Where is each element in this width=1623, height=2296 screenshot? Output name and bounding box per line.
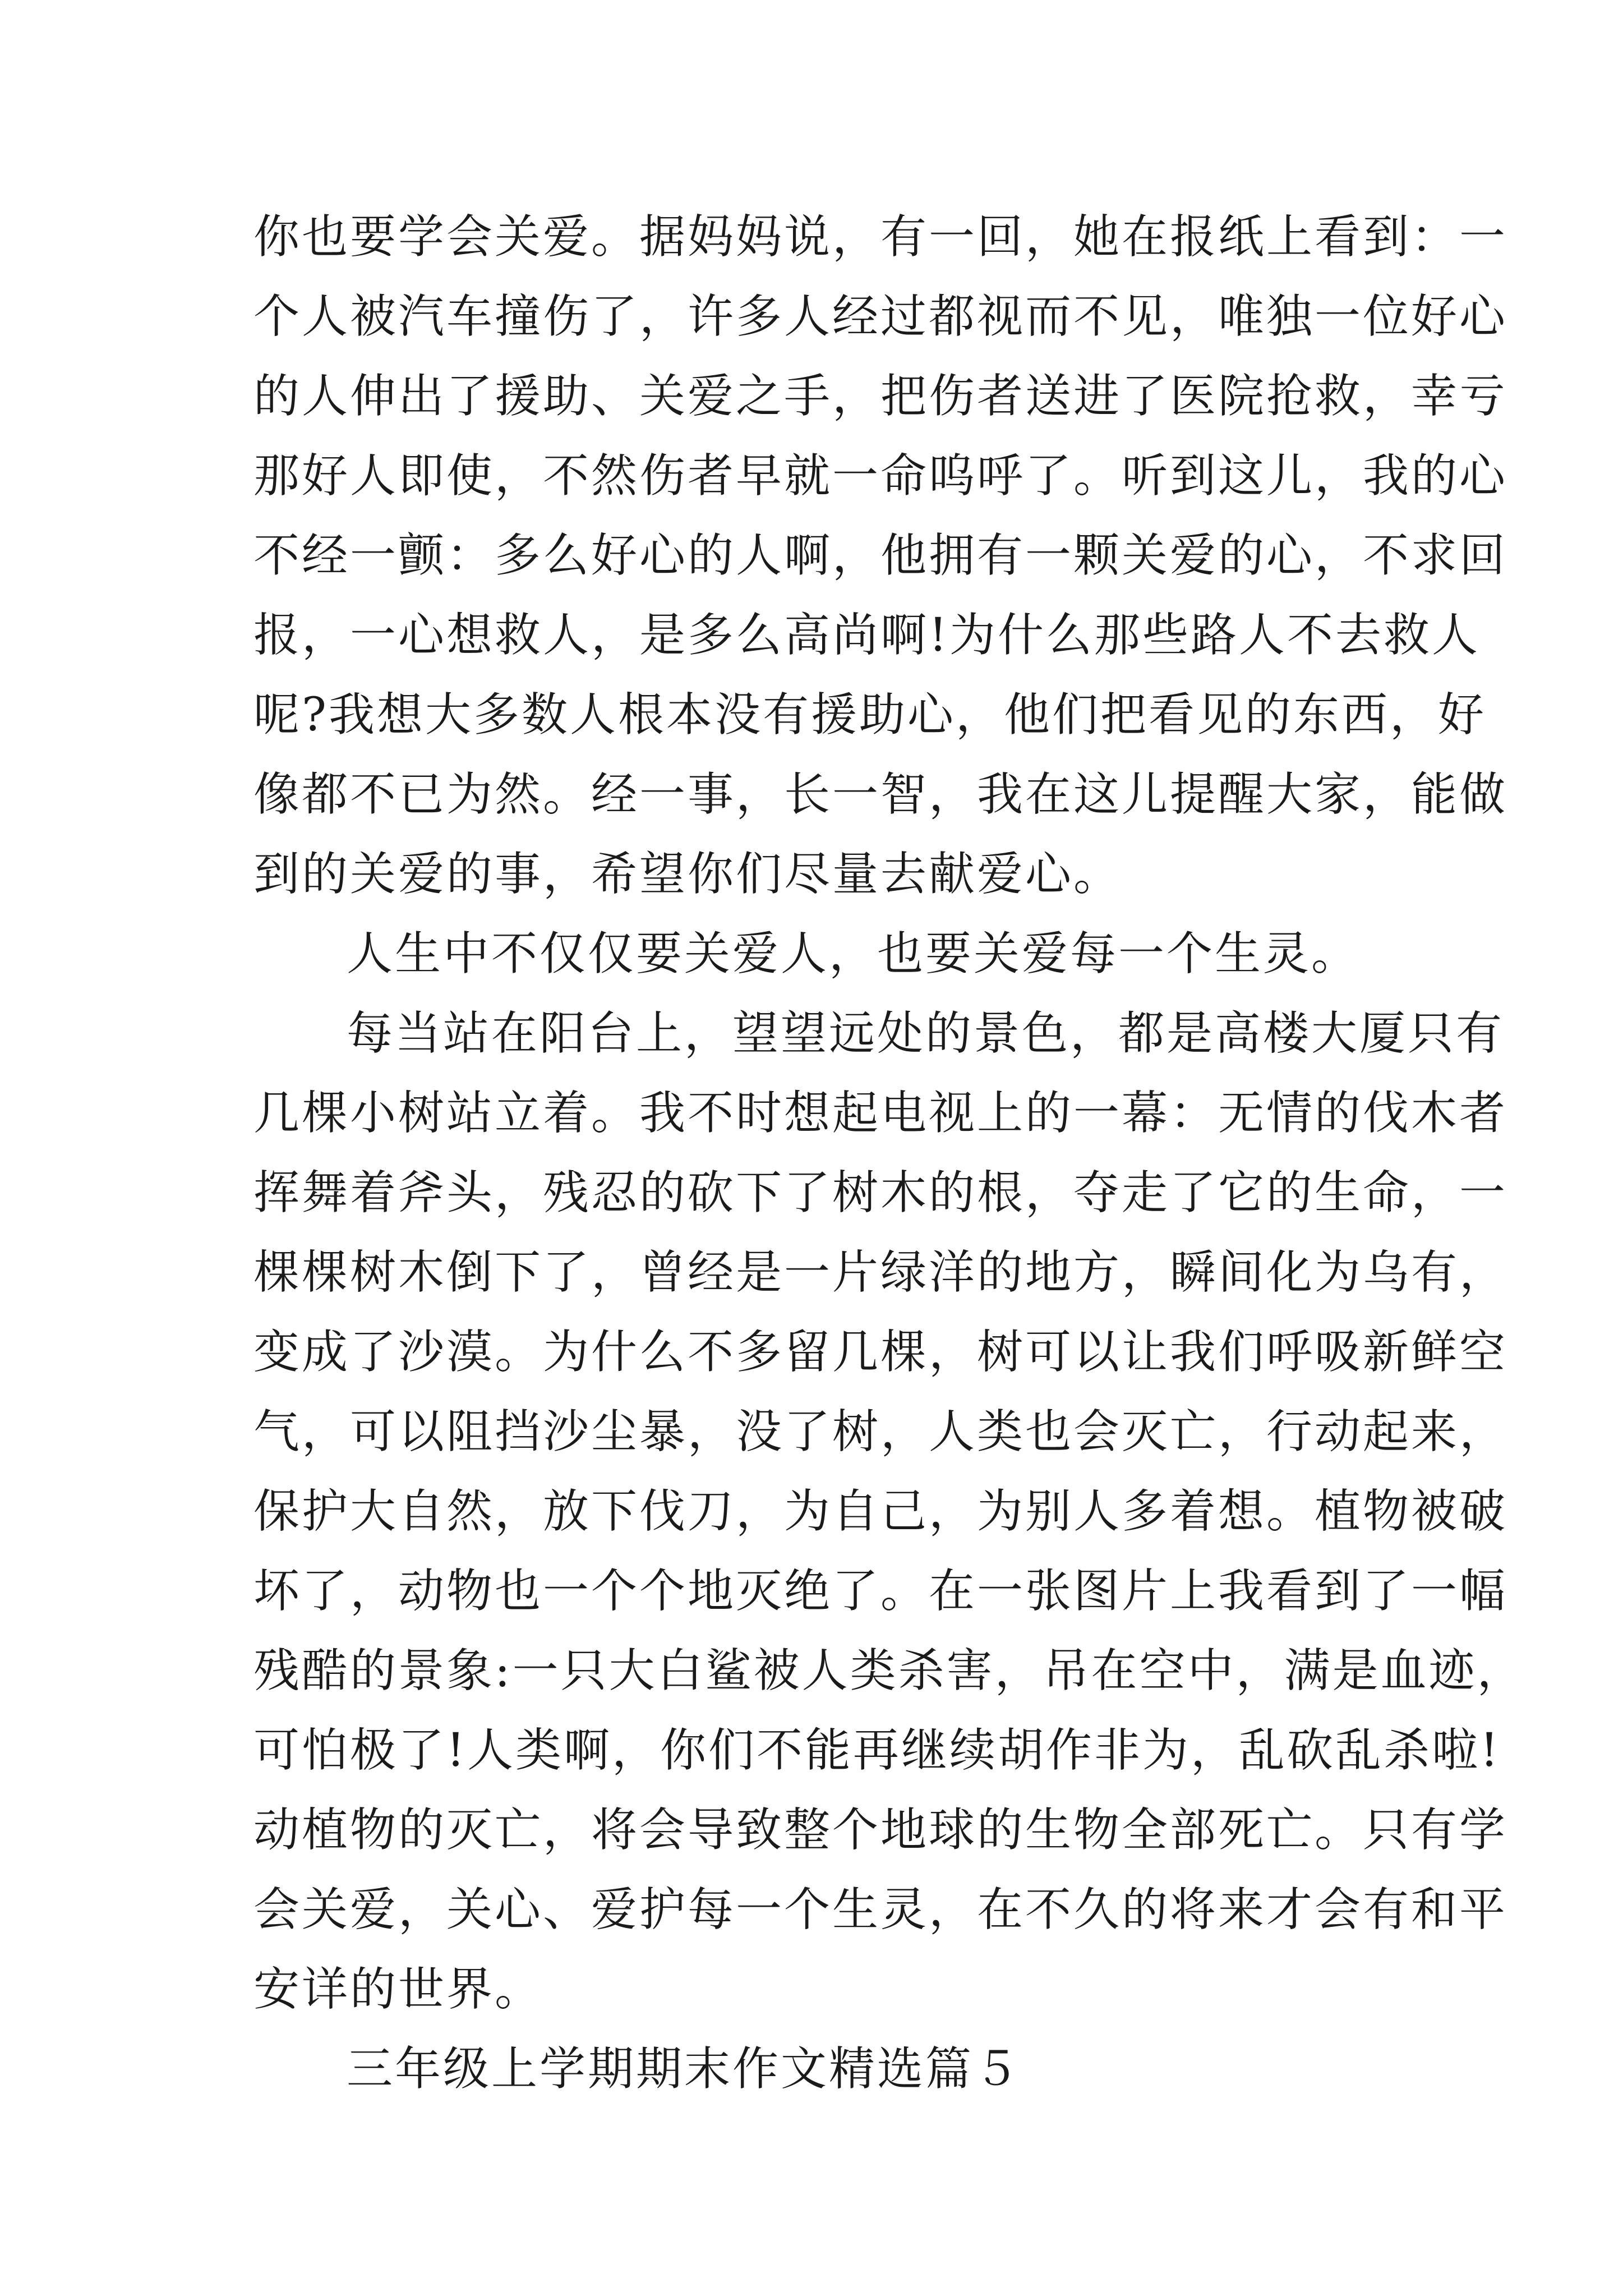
text-line: 的人伸出了援助、关爱之手，把伤者送进了医院抢救，幸亏 <box>253 370 1508 423</box>
text-line: 像都不已为然。经一事，长一智，我在这儿提醒大家，能做 <box>253 768 1508 821</box>
text-line: 会关爱，关心、爱护每一个生灵，在不久的将来才会有和平 <box>253 1883 1508 1936</box>
text-line: 气，可以阻挡沙尘暴，没了树，人类也会灭亡，行动起来， <box>253 1405 1508 1458</box>
text-line: 个人被汽车撞伤了，许多人经过都视而不见，唯独一位好心 <box>253 290 1508 343</box>
text-line: 保护大自然，放下伐刀，为自己，为别人多着想。植物被破 <box>253 1485 1508 1538</box>
text-line: 不经一颤：多么好心的人啊，他拥有一颗关爱的心，不求回 <box>253 529 1508 582</box>
document-body <box>253 197 1525 2109</box>
text-line: 到的关爱的事，希望你们尽量去献爱心。 <box>253 848 1122 901</box>
text-line: 呢?我想大多数人根本没有援助心，他们把看见的东西，好 <box>253 688 1486 742</box>
text-line: 棵棵树木倒下了，曾经是一片绿洋的地方，瞬间化为乌有， <box>253 1246 1508 1299</box>
paragraph-first-line: 人生中不仅仅要关爱人，也要关爱每一个生灵。 <box>347 927 1360 981</box>
paragraph-first-line: 每当站在阳台上，望望远处的景色，都是高楼大厦只有 <box>347 1007 1505 1060</box>
text-line: 可怕极了!人类啊，你们不能再继续胡作非为，乱砍乱杀啦! <box>253 1724 1501 1777</box>
text-line: 安详的世界。 <box>253 1963 543 2016</box>
text-line: 报，一心想救人，是多么高尚啊!为什么那些路人不去救人 <box>253 609 1480 662</box>
text-line: 你也要学会关爱。据妈妈说，有一回，她在报纸上看到：一 <box>253 210 1508 264</box>
text-line: 变成了沙漠。为什么不多留几棵，树可以让我们呼吸新鲜空 <box>253 1326 1508 1379</box>
text-line: 几棵小树站立着。我不时想起电视上的一幕：无情的伐木者 <box>253 1087 1508 1140</box>
text-line: 坏了，动物也一个个地灭绝了。在一张图片上我看到了一幅 <box>253 1565 1508 1618</box>
text-line: 挥舞着斧头，残忍的砍下了树木的根，夺走了它的生命，一 <box>253 1166 1508 1220</box>
text-line: 动植物的灭亡，将会导致整个地球的生物全部死亡。只有学 <box>253 1803 1508 1857</box>
section-heading: 三年级上学期期末作文精选篇５ <box>347 2042 1022 2096</box>
text-line: 残酷的景象:一只大白鲨被人类杀害，吊在空中，满是血迹， <box>253 1644 1525 1697</box>
text-line: 那好人即使，不然伤者早就一命呜呼了。听到这儿，我的心 <box>253 449 1508 503</box>
